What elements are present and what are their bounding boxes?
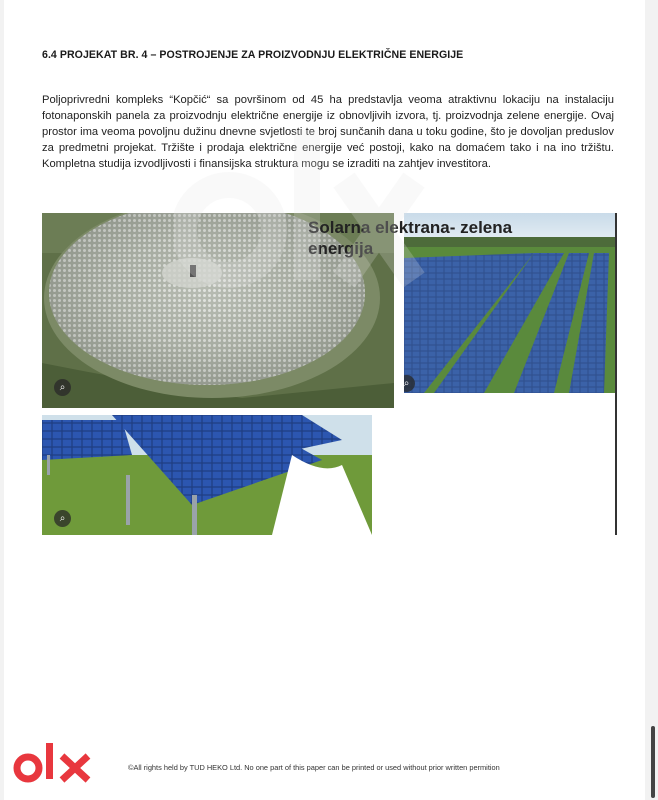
lens-search-icon[interactable]: ⌕ bbox=[54, 510, 71, 527]
solar-image-collage bbox=[42, 213, 616, 535]
olx-logo bbox=[12, 740, 94, 795]
lens-search-icon[interactable]: ⌕ bbox=[54, 379, 71, 396]
body-paragraph: Poljoprivredni kompleks “Kopčić“ sa površinom od 45 ha predstavlja veoma atraktivnu lokaciju na instalaciju fotonaponskih panela za proizvodnju električne energije iz obnovljivih izvora, tj. proizvodnja zelene energije. Ovaj prostor ima veoma povoljnu dužinu dnevne svjetlosti te broj sunčanih dana u toku godine, što je dovoljan preduslov za predmetni projekat. Tržište i prodaja električne energije već postoji, kako na domaćem tako i na ino tržištu. Kompletna studija izvodljivosti i finansijska struktura mogu se izraditi na zahtjev investitora. bbox=[42, 94, 614, 170]
lens-search-icon[interactable]: ⌕ bbox=[404, 375, 415, 392]
collage-caption bbox=[308, 217, 538, 259]
section-heading: 6.4 PROJEKAT BR. 4 – POSTROJENJE ZA PROIZVODNJU ELEKTRIČNE ENERGIJE bbox=[42, 49, 464, 61]
divider-line bbox=[615, 213, 617, 535]
caption-line-1: Solarna elektrana- zelena bbox=[308, 218, 513, 237]
scrollbar[interactable] bbox=[651, 726, 655, 798]
solar-panels-closeup-photo bbox=[42, 415, 372, 535]
document-page bbox=[4, 0, 645, 800]
caption-line-2: energija bbox=[308, 239, 374, 258]
copyright-footer: ©All rights held by TUD HEKO Ltd. No one part of this paper can be printed or used without prior written permition bbox=[128, 763, 500, 772]
